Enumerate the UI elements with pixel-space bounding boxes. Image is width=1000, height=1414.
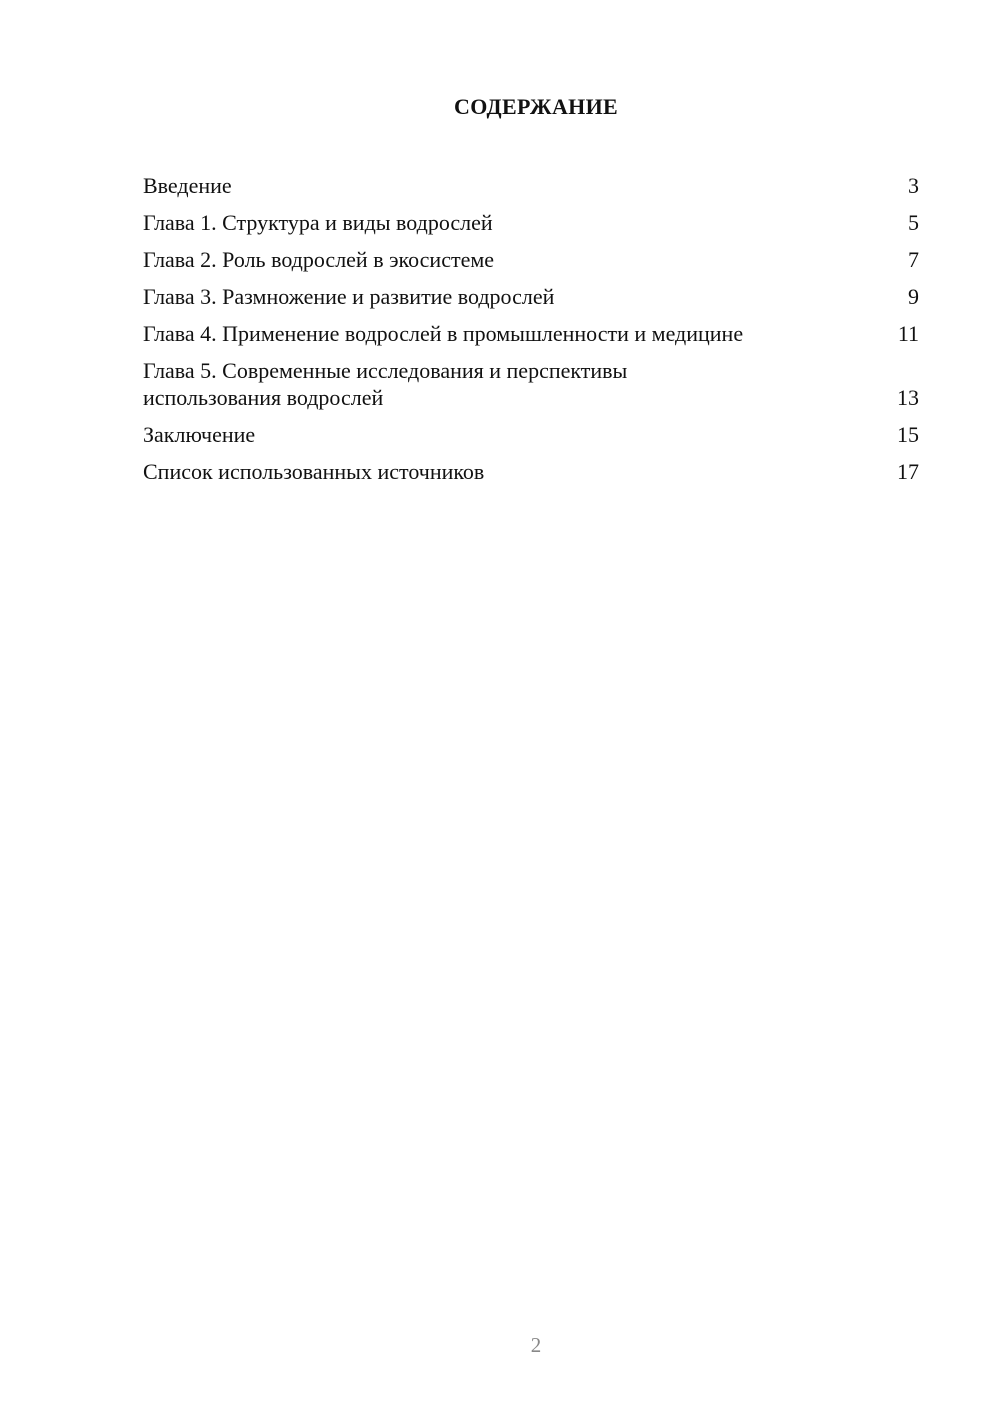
toc-entry-page: 5	[908, 210, 919, 235]
toc-entry-page: 13	[897, 385, 919, 410]
toc-entry-page: 9	[908, 284, 919, 309]
toc-entry-chapter-1	[143, 209, 919, 236]
toc-entry-references	[143, 458, 919, 485]
toc-entry-conclusion	[143, 421, 919, 448]
toc-entry-page: 11	[897, 321, 919, 346]
page-number: 2	[530, 1333, 542, 1357]
toc-entry-title: Глава 3. Размножение и развитие водрослей	[143, 284, 555, 309]
toc-entry-chapter-5	[143, 357, 919, 411]
toc-entry-title: Глава 4. Применение водрослей в промышленности и медицине	[143, 321, 744, 346]
toc-entry-title: Введение	[143, 173, 232, 198]
page-title: СОДЕРЖАНИЕ	[454, 94, 618, 119]
toc-entry-page: 15	[897, 422, 919, 447]
toc-entry-chapter-2	[143, 246, 919, 273]
toc-entry-title: Глава 1. Структура и виды водрослей	[143, 210, 493, 235]
toc-entry-title: Заключение	[143, 422, 256, 447]
toc-entry-title: Список использованных источников	[143, 459, 485, 484]
toc-entry-title: Глава 5. Современные исследования и перспективы использования водрослей	[143, 358, 628, 410]
toc-entry-page: 17	[897, 459, 919, 484]
table-of-contents	[143, 172, 919, 495]
toc-entry-chapter-4	[143, 320, 919, 347]
toc-entry-page: 3	[908, 173, 919, 198]
toc-entry-introduction	[143, 172, 919, 199]
toc-entry-page: 7	[908, 247, 919, 272]
toc-entry-title: Глава 2. Роль водрослей в экосистеме	[143, 247, 495, 272]
toc-entry-chapter-3	[143, 283, 919, 310]
